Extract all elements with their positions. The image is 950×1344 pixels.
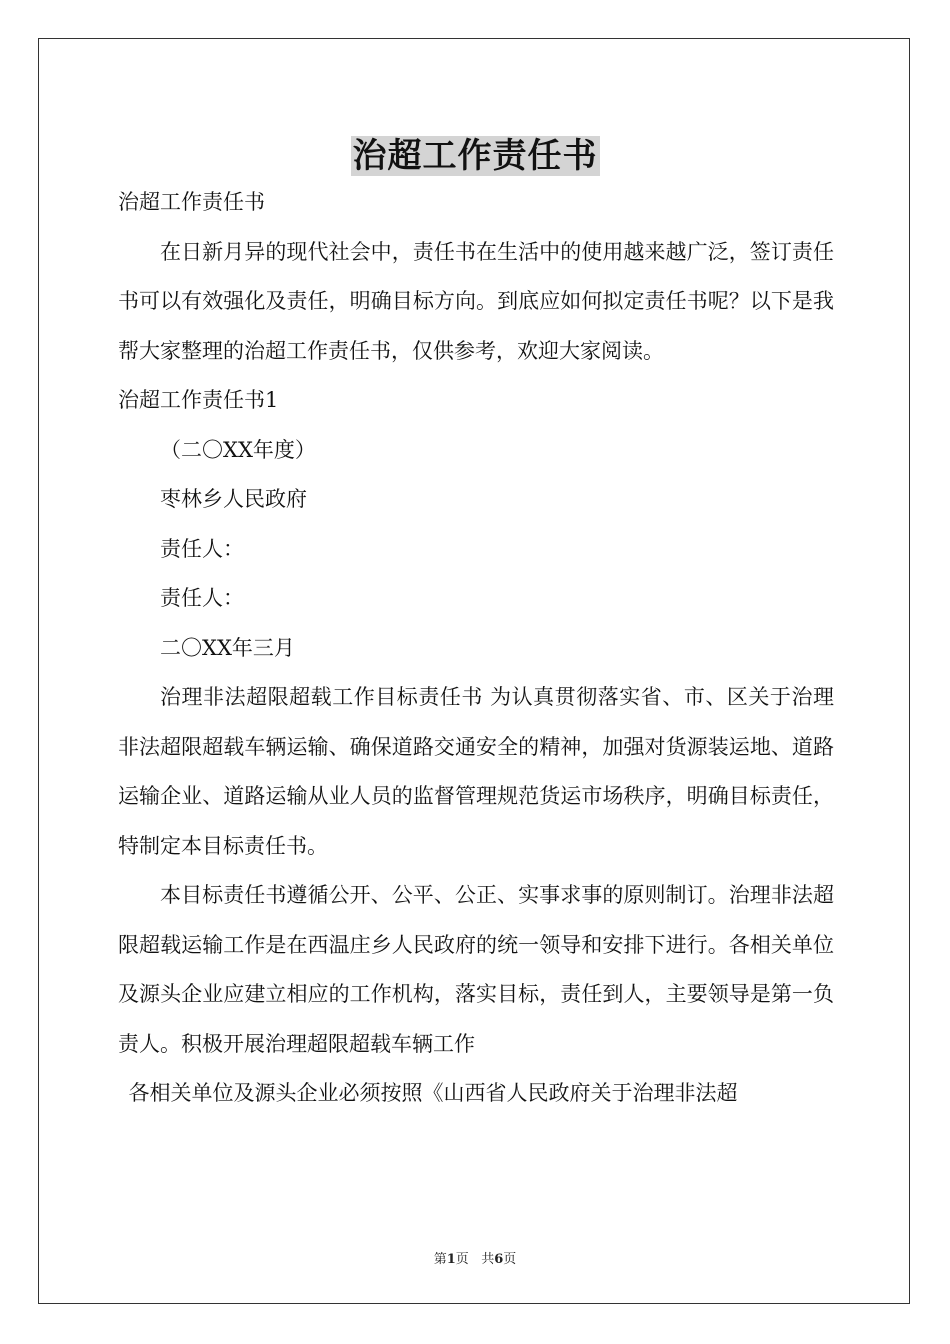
- paragraph-date: 二〇XX年三月: [160, 635, 295, 660]
- footer-total-suffix: 页: [503, 1252, 517, 1267]
- paragraph-responsible-person-2: 责任人：: [160, 586, 244, 610]
- footer-total-pages: 6: [494, 1252, 504, 1267]
- footer-prefix: 第: [433, 1252, 447, 1267]
- paragraph-year: （二〇XX年度）: [160, 437, 316, 462]
- paragraph-subtitle: 治超工作责任书: [118, 190, 265, 214]
- paragraph-organization: 枣林乡人民政府: [160, 487, 307, 511]
- paragraph-responsible-person-1: 责任人：: [160, 536, 244, 561]
- footer-page-number: 1: [446, 1252, 456, 1267]
- paragraph-section-heading: 治超工作责任书1: [118, 388, 279, 412]
- paragraph-requirements: 各相关单位及源头企业必须按照《山西省人民政府关于治理非法超: [128, 1081, 738, 1105]
- document-title: [0, 128, 950, 177]
- page-footer: [0, 1248, 950, 1267]
- document-title-text: 治超工作责任书: [352, 136, 598, 176]
- paragraph-purpose: 治理非法超限超载工作目标责任书 为认真贯彻落实省、市、区关于治理非法超限超载车辆运输、确保道路交通安全的精神，加强对货源装运地、道路运输企业、道路运输从业人员的监督管理规范货运市场秩序，明确目标责任，特制定本目标责任书。: [118, 685, 834, 858]
- footer-total-prefix: 共: [481, 1252, 495, 1267]
- footer-page-suffix: 页: [455, 1252, 469, 1267]
- document-body: [118, 178, 834, 1119]
- paragraph-intro: 在日新月异的现代社会中，责任书在生活中的使用越来越广泛，签订责任书可以有效强化及责任，明确目标方向。到底应如何拟定责任书呢？以下是我帮大家整理的治超工作责任书，仅供参考，欢迎大家阅读。: [118, 239, 834, 363]
- paragraph-principles: 本目标责任书遵循公开、公平、公正、实事求事的原则制订。治理非法超限超载运输工作是在西温庄乡人民政府的统一领导和安排下进行。各相关单位及源头企业应建立相应的工作机构，落实目标，责任到人，主要领导是第一负责人。积极开展治理超限超载车辆工作: [118, 883, 834, 1056]
